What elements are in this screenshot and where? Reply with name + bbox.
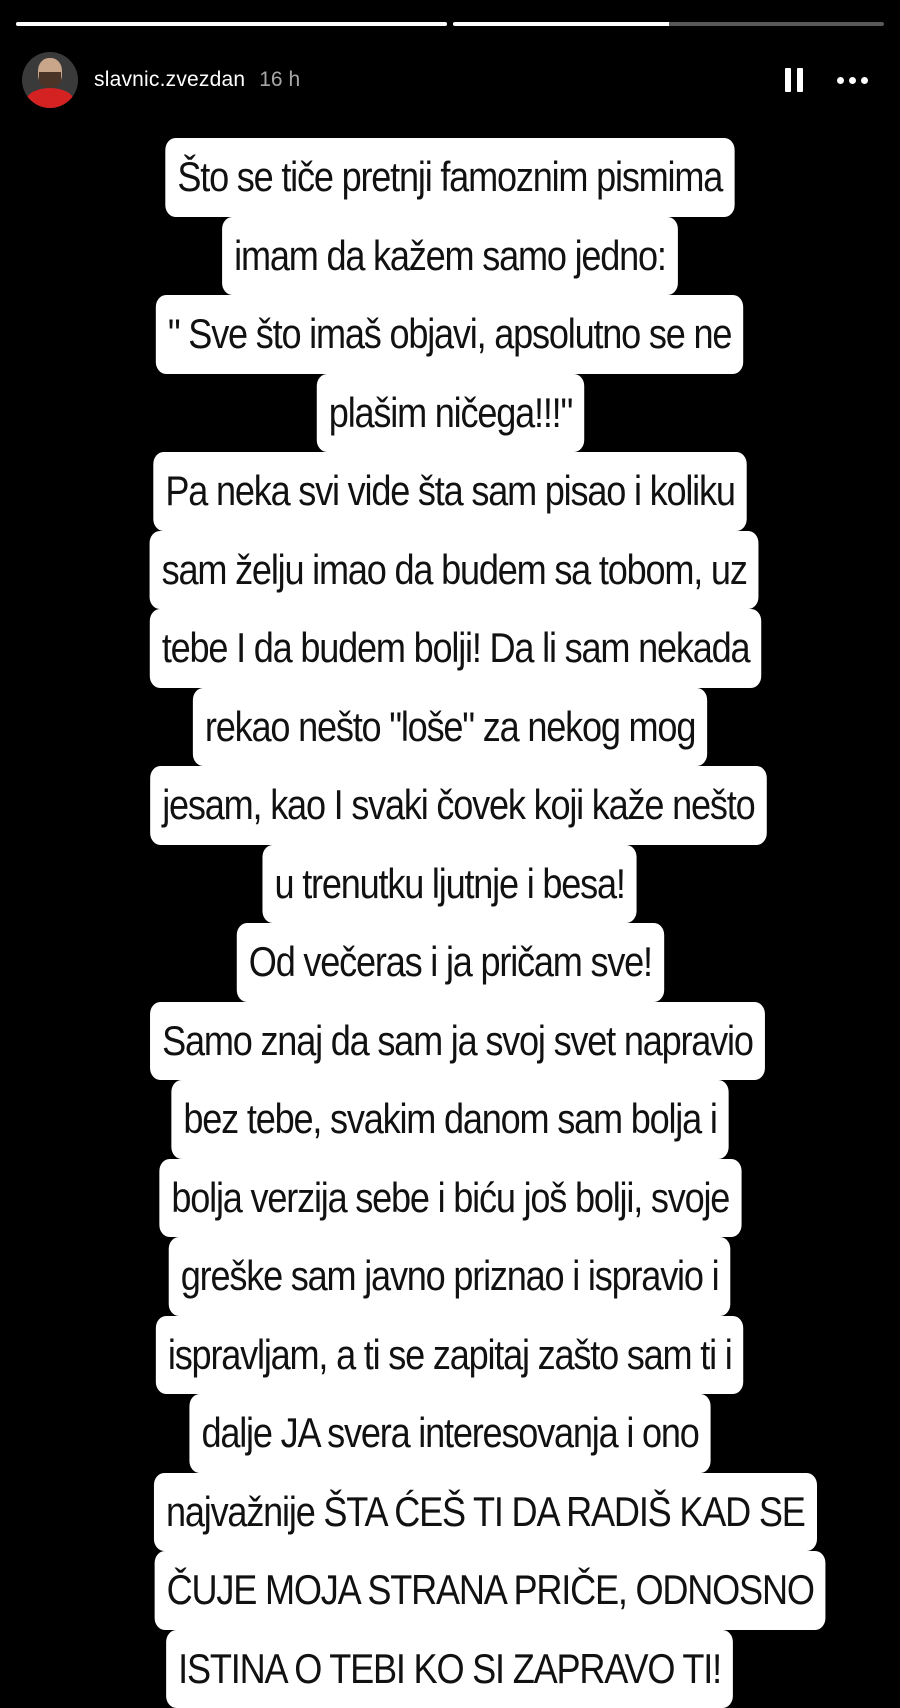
story-text-line-content: bolja verzija sebe i biću još bolji, svoje — [159, 1159, 741, 1238]
story-text-line — [100, 1630, 800, 1708]
story-text-line — [100, 609, 800, 688]
pause-icon[interactable] — [781, 65, 807, 95]
story-text-line-content: ispravljam, a ti se zapitaj zašto sam ti i — [156, 1316, 744, 1395]
story-text-line — [100, 374, 800, 453]
story-header — [22, 50, 878, 110]
story-progress-bar — [16, 22, 884, 26]
story-text-line — [100, 1080, 800, 1159]
story-text-line-content: Pa neka svi vide šta sam pisao i koliku — [153, 452, 746, 531]
story-text-line-content: plašim ničega!!!" — [316, 374, 583, 453]
story-text-line — [100, 845, 800, 924]
story-text-line-content: Što se tiče pretnji famoznim pismima — [166, 138, 735, 217]
story-text-line — [100, 1237, 800, 1316]
story-text-line-content: jesam, kao I svaki čovek koji kaže nešto — [150, 766, 766, 845]
story-text-line — [100, 1551, 800, 1630]
story-text-line-content: ČUJE MOJA STRANA PRIČE, ODNOSNO — [155, 1551, 826, 1630]
story-text-line-content: dalje JA svera interesovanja i ono — [189, 1394, 710, 1473]
story-text-line-content: sam želju imao da budem sa tobom, uz — [150, 531, 759, 610]
story-text-line-content: tebe I da budem bolji! Da li sam nekada — [150, 609, 762, 688]
story-text-line — [100, 688, 800, 767]
story-text-line — [100, 1394, 800, 1473]
story-text-line-content: Samo znaj da sam ja svoj svet napravio — [150, 1002, 765, 1081]
story-text-line — [100, 1473, 800, 1552]
post-time: 16 h — [259, 68, 300, 92]
progress-segment-2 — [453, 22, 884, 26]
story-text-line-content: greške sam javno priznao i ispravio i — [169, 1237, 731, 1316]
story-text-line-content: najvažnije ŠTA ĆEŠ TI DA RADIŠ KAD SE — [154, 1473, 817, 1552]
story-text-line — [100, 295, 800, 374]
story-text-line — [100, 1002, 800, 1081]
story-text-line — [100, 217, 800, 296]
story-text-block — [100, 138, 800, 1708]
story-text-line — [100, 923, 800, 1002]
progress-segment-1 — [16, 22, 447, 26]
story-text-line — [100, 531, 800, 610]
avatar[interactable] — [22, 52, 78, 108]
story-text-line-content: ISTINA O TEBI KO SI ZAPRAVO TI! — [167, 1630, 734, 1708]
story-text-line-content: imam da kažem samo jedno: — [222, 217, 678, 296]
more-horizontal-icon[interactable] — [837, 77, 868, 84]
story-text-line-content: bez tebe, svakim danom sam bolja i — [171, 1080, 728, 1159]
story-text-line — [100, 766, 800, 845]
story-text-line — [100, 138, 800, 217]
story-text-line — [100, 452, 800, 531]
story-text-line-content: " Sve što imaš objavi, apsolutno se ne — [156, 295, 743, 374]
username[interactable]: slavnic.zvezdan — [94, 68, 245, 92]
story-text-line-content: rekao nešto "loše" za nekog mog — [193, 688, 707, 767]
story-text-line — [100, 1159, 800, 1238]
story-text-line-content: Od večeras i ja pričam sve! — [236, 923, 663, 1002]
story-text-line — [100, 1316, 800, 1395]
story-text-line-content: u trenutku ljutnje i besa! — [263, 845, 637, 924]
